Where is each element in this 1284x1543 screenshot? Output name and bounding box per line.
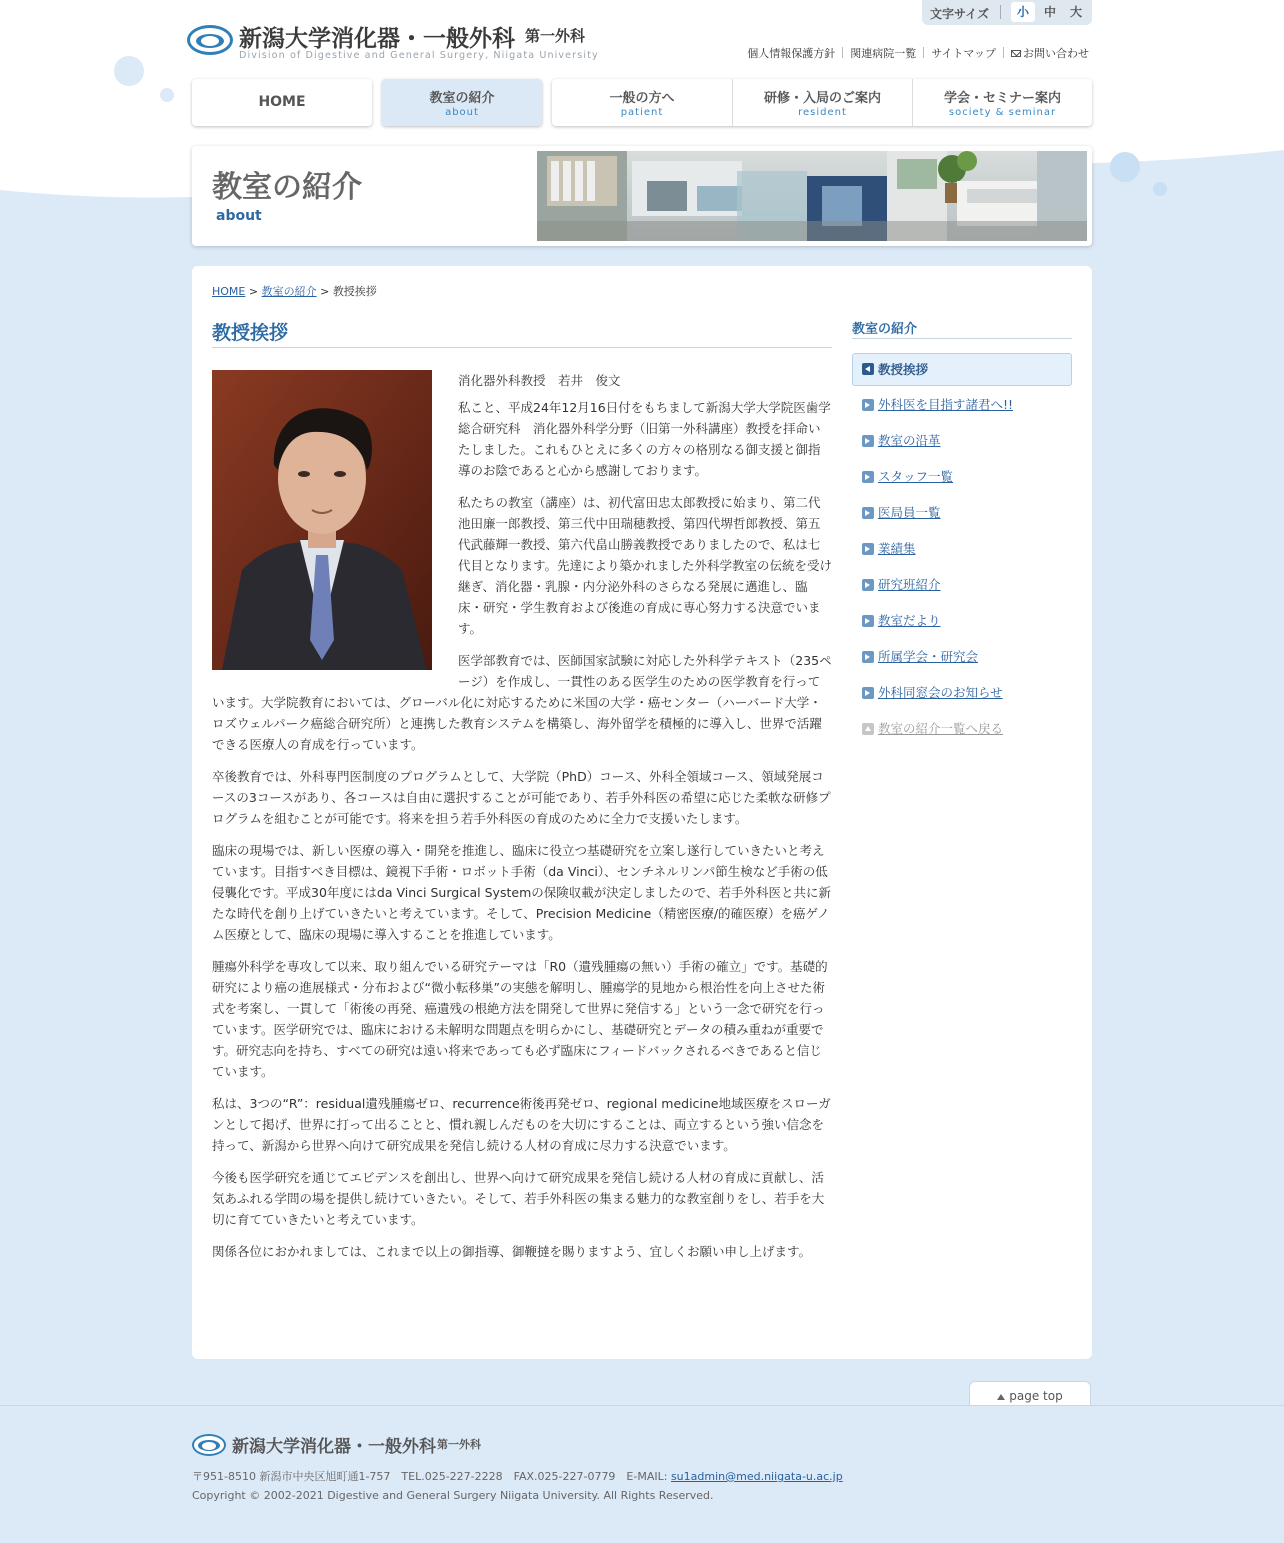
- sidebar-item-alumni[interactable]: [852, 677, 1072, 713]
- sidebar-item-label: 教室だより: [878, 613, 941, 628]
- sidebar-item-back[interactable]: [852, 713, 1072, 749]
- banner-subtitle: about: [216, 208, 262, 224]
- page-title: 教授挨拶: [212, 318, 832, 348]
- font-size-switcher: [922, 0, 1092, 25]
- sidebar-item-research-groups[interactable]: [852, 569, 1072, 605]
- nav-patient-label: 一般の方へ: [609, 91, 675, 106]
- font-size-label: 文字サイズ: [930, 7, 990, 21]
- breadcrumb-section-link[interactable]: 教室の紹介: [261, 285, 317, 298]
- address-text: 〒951-8510 新潟市中央区旭町通1-757 TEL.025-227-2228 FAX.025-227-0779 E-MAIL:: [192, 1470, 671, 1483]
- footer-address: [192, 1468, 843, 1484]
- privacy-policy-link[interactable]: 個人情報保護方針: [747, 47, 836, 60]
- nav-about-item[interactable]: [382, 79, 542, 126]
- sidebar-item-label: 外科同窓会のお知らせ: [878, 685, 1003, 700]
- sidebar-item-label: 研究班紹介: [878, 577, 941, 592]
- logo-title: 新潟大学消化器・一般外科: [239, 25, 515, 52]
- sidebar-item-staff[interactable]: [852, 461, 1072, 497]
- link-divider: [923, 47, 924, 58]
- arrow-right-icon: [862, 435, 874, 447]
- nav-patient[interactable]: [552, 79, 732, 126]
- footer-email-link[interactable]: su1admin@med.niigata-u.ac.jp: [670, 1470, 843, 1483]
- paragraph: 腫瘍外科学を専攻して以来、取り組んでいる研究テーマは「R0（遺残腫瘍の無い）手術の確立」です。基礎的研究により癌の進展様式・分布および“微小転移巣”の実態を解明し、腫瘍学的見地から根治性を向上させた術式を考案し、一貫して「術後の再発、癌遺残の根絶方法を開発して世界に発信する」という一念で研究を行っています。医学研究では、臨床における未解明な問題点を明らかにし、基礎研究とデータの積み重ねが重要です。研究志向を持ち、すべての研究は遠い将来であっても必ず臨床にフィードバックされるべきであると信じています。: [212, 959, 828, 1079]
- banner-title: 教室の紹介: [212, 170, 362, 205]
- sitemap-link[interactable]: サイトマップ: [931, 47, 996, 60]
- sidebar-item-label: スタッフ一覧: [878, 469, 954, 484]
- footer-logo-dept: 第一外科: [437, 1438, 481, 1451]
- font-size-small-button[interactable]: 小: [1011, 2, 1035, 22]
- utility-links: [747, 45, 1089, 61]
- logo-dept: 第一外科: [525, 27, 586, 45]
- nav-society-label: 学会・セミナー案内: [943, 91, 1061, 106]
- nav-resident-label: 研修・入局のご案内: [763, 91, 881, 106]
- sidebar-item-publications[interactable]: [852, 533, 1072, 569]
- breadcrumb-separator: >: [320, 285, 330, 298]
- paragraph: 私こと、平成24年12月16日付をもちまして新潟大学大学院医歯学総合研究科 消化器外科学分野（旧第一外科講座）教授を拝命いたしました。これもひとえに多くの方々の格別なる御支援と御指導のお陰であると心から感謝しております。: [458, 400, 831, 478]
- footer: [0, 1405, 1284, 1543]
- content-panel: [192, 266, 1092, 1359]
- page-banner: [192, 146, 1092, 246]
- sidebar: [852, 318, 1072, 749]
- footer-logo[interactable]: [192, 1432, 492, 1458]
- link-divider: [842, 47, 843, 58]
- nav-about[interactable]: [382, 79, 542, 126]
- nav-patient-sublabel: patient: [620, 107, 664, 118]
- sidebar-item-aspiring-surgeons[interactable]: [852, 389, 1072, 425]
- nav-home[interactable]: [192, 79, 372, 126]
- nav-resident-sublabel: resident: [798, 107, 847, 118]
- arrow-right-icon: [862, 579, 874, 591]
- paragraph: 卒後教育では、外科専門医制度のプログラムとして、大学院（PhD）コース、外科全領域コース、領域発展コースの3コースがあり、各コースは自由に選択することが可能であり、若手外科医の希望に応じた柔軟な研修プログラムを組むことが可能です。将来を担う若手外科医の育成のために全力で支援いたします。: [212, 769, 831, 826]
- arrow-left-icon: [862, 363, 874, 375]
- nav-home-label: HOME: [258, 94, 306, 110]
- copyright: Copyright © 2002-2021 Digestive and General Surgery Niigata University. All Rights Reserved.: [192, 1489, 714, 1502]
- sidebar-item-members[interactable]: [852, 497, 1072, 533]
- page-top-label: page top: [1009, 1389, 1063, 1403]
- paragraph: 私は、3つの“R”：residual遺残腫瘍ゼロ、recurrence術後再発ゼロ、regional medicine地域医療をスローガンとして掲げ、世界に打って出ることと、慣れ親しんだものを大切にすることは、両立するという強い信念を持って、新潟から世界へ向けて研究成果を発信し続ける人材の育成に尽力する決意でいます。: [212, 1096, 831, 1153]
- arrow-right-icon: [862, 687, 874, 699]
- sidebar-item-label: 教室の紹介一覧へ戻る: [878, 721, 1004, 736]
- breadcrumb-separator: >: [248, 285, 259, 298]
- sidebar-item-societies[interactable]: [852, 641, 1072, 677]
- contact-link[interactable]: お問い合わせ: [1023, 47, 1089, 60]
- page-top-button[interactable]: [969, 1381, 1091, 1406]
- font-size-divider: [1000, 5, 1001, 19]
- arrow-up-icon: [862, 723, 874, 735]
- footer-logo-title: 新潟大学消化器・一般外科: [232, 1437, 436, 1457]
- sidebar-item-label: 所属学会・研究会: [878, 649, 979, 664]
- author-line: 消化器外科教授 若井 俊文: [458, 373, 621, 388]
- logo-subtitle: Division of Digestive and General Surgery, Niigata University: [239, 50, 599, 61]
- sidebar-menu: [852, 353, 1072, 749]
- nav-society[interactable]: [913, 79, 1092, 126]
- professor-portrait: [212, 370, 432, 670]
- font-size-large-button[interactable]: 大: [1069, 5, 1082, 19]
- paragraph: 関係各位におかれましては、これまで以上の御指導、御鞭撻を賜りますよう、宜しくお願い申し上げます。: [212, 1244, 812, 1259]
- arrow-up-icon: [997, 1394, 1005, 1400]
- paragraph: 臨床の現場では、新しい医療の導入・開発を推進し、臨床に役立つ基礎研究を立案し遂行していきたいと考えています。目指すべき目標は、鏡視下手術・ロボット手術（da Vinci）、センチネルリンパ節生検など手術の低侵襲化です。平成30年度にはda Vinci Surgical Systemの保険収載が決定しましたので、若手外科医と共に新たな時代を創り上げていきたいと考えています。そして、Precision Medicine（精密医療/的確医療）を癌ゲノム医療として、臨床の現場に導入することを推進しています。: [212, 843, 831, 942]
- nav-home-item[interactable]: [192, 79, 372, 126]
- arrow-right-icon: [862, 615, 874, 627]
- office-photo: [537, 151, 1087, 241]
- paragraph: 医学部教育では、医師国家試験に対応した外科学テキスト（235ページ）を作成し、一貫性のある医学生のための医学教育を行っています。大学院教育においては、グローバル化に対応するために米国の大学・癌センター（ハーバード大学・ロズウェルパーク癌総合研究所）と連携した教育システムを構築し、海外留学を積極的に導入し、世界で活躍できる医療人の育成を行っています。: [212, 653, 832, 752]
- arrow-right-icon: [862, 471, 874, 483]
- related-hospitals-link[interactable]: 関連病院一覧: [850, 47, 917, 60]
- breadcrumb-current: 教授挨拶: [332, 285, 377, 298]
- sidebar-item-greeting[interactable]: [852, 353, 1072, 386]
- site-logo[interactable]: [187, 20, 627, 64]
- paragraph: 今後も医学研究を通じてエビデンスを創出し、世界へ向けて研究成果を発信し続ける人材の育成に貢献し、活気あふれる学問の場を提供し続けていきたい。そして、若手外科医の集まる魅力的な教室創りをし、若手を大切に育てていきたいと考えています。: [212, 1170, 825, 1227]
- arrow-right-icon: [862, 651, 874, 663]
- university-emblem-icon: [192, 1434, 226, 1456]
- mail-icon: [1011, 50, 1021, 57]
- sidebar-item-label: 医局員一覧: [878, 505, 941, 520]
- paragraph: 私たちの教室（講座）は、初代富田忠太郎教授に始まり、第二代池田廉一郎教授、第三代中田瑞穂教授、第四代堺哲郎教授、第五代武藤輝一教授、第六代畠山勝義教授でありましたので、私は七代目となります。先達により築かれました外科学教室の伝統を受け継ぎ、消化器・乳腺・内分泌外科のさらなる発展に邁進し、臨床・研究・学生教育および後進の育成に専心努力する決意でいます。: [458, 495, 833, 636]
- arrow-right-icon: [862, 543, 874, 555]
- nav-society-sublabel: society & seminar: [948, 107, 1057, 118]
- sidebar-item-history[interactable]: [852, 425, 1072, 461]
- breadcrumb-home-link[interactable]: HOME: [212, 285, 246, 298]
- nav-resident[interactable]: [733, 79, 912, 126]
- nav-about-label: 教室の紹介: [429, 91, 495, 106]
- nav-group: [552, 79, 1092, 126]
- nav-about-sublabel: about: [445, 107, 479, 118]
- main-article: [212, 318, 832, 1273]
- font-size-medium-button[interactable]: 中: [1043, 5, 1056, 19]
- arrow-right-icon: [862, 507, 874, 519]
- sidebar-item-label: 業績集: [878, 541, 916, 556]
- sidebar-item-label: 外科医を目指す諸君へ!!: [878, 397, 1014, 412]
- breadcrumb: [212, 283, 377, 299]
- university-emblem-icon: [187, 25, 233, 55]
- sidebar-title: 教室の紹介: [852, 318, 1072, 339]
- sidebar-item-label: 教授挨拶: [878, 362, 929, 377]
- link-divider: [1003, 47, 1004, 58]
- arrow-right-icon: [862, 399, 874, 411]
- sidebar-item-newsletter[interactable]: [852, 605, 1072, 641]
- sidebar-item-label: 教室の沿革: [878, 433, 941, 448]
